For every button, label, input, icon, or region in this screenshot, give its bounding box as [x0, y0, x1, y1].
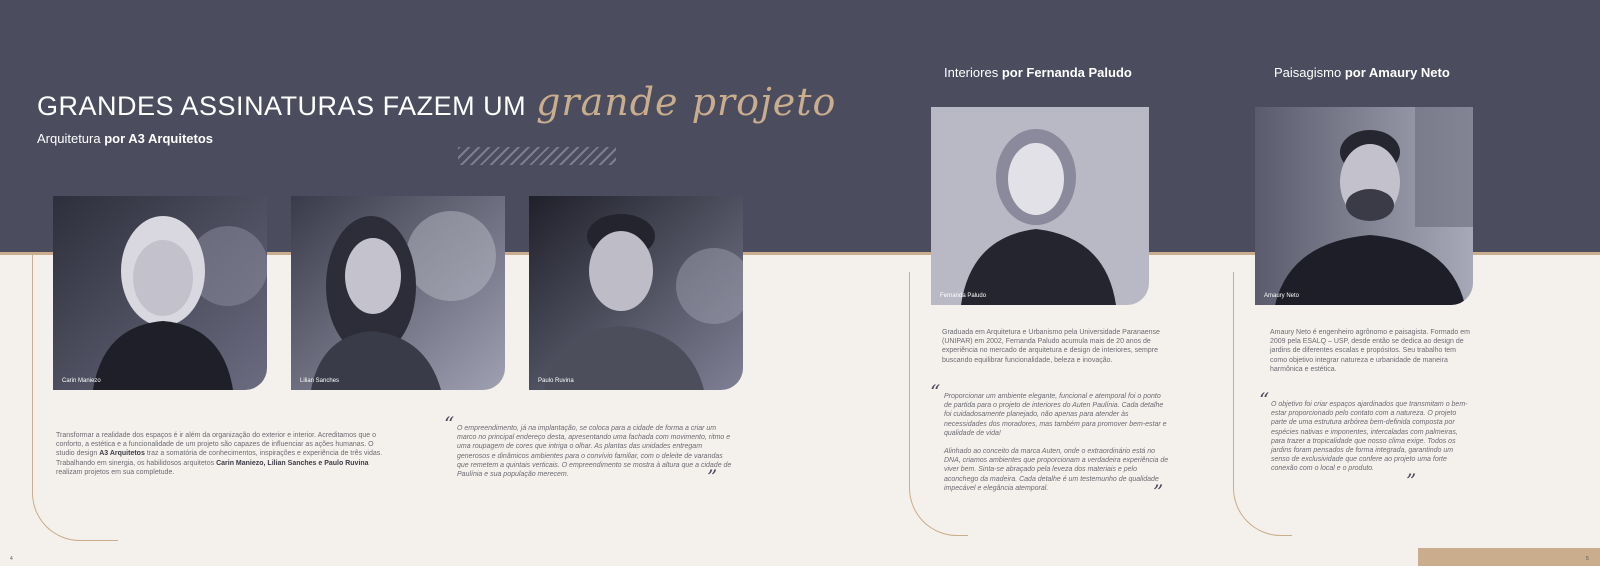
caption-carin: Carin Maniezo [62, 378, 101, 384]
headline-script: grande projeto [536, 80, 837, 125]
headline-main: GRANDES ASSINATURAS FAZEM UM [37, 91, 527, 122]
caption-fernanda: Fernanda Paludo [940, 293, 987, 299]
quote-open-mark: “ [444, 412, 455, 436]
decorative-arc [32, 255, 118, 541]
quote-close-mark: ” [707, 465, 718, 489]
photo-lilian [291, 196, 505, 390]
a3-description [56, 431, 392, 477]
quote-open-mark: “ [930, 380, 941, 404]
fernanda-bio: Graduada em Arquitetura e Urbanismo pela Universidade Paranaense (UNIPAR) em 2002, Fernanda Paludo acumula mais de 20 anos de experiência no mercado de arquitetura e design de interiores, sempre buscando equilibrar funcionalidade, beleza e inovação. [942, 329, 1160, 364]
a3-quote: O empreendimento, já na implantação, se coloca para a cidade de forma a criar um marco no principal endereço desta, apresentando uma fachada com movimento, ritmo e uma roupagem de cores que intriga o olhar. As plantas das unidades entregam generosos e dinâmicos ambientes para o convívio familiar, com o deleite de varandas que remetem a quintais verticais. O empreendimento se mostra à altura que a cidade de Paulínia e sua população merecem. [457, 425, 732, 479]
a3-studio-name: A3 Arquitetos [99, 450, 145, 458]
page-number-left: 4 [10, 556, 13, 562]
architecture-heading [37, 131, 213, 146]
a3-text-part1: Transformar a realidade dos espaços é ir além da organização do exterior e interior. Acreditamos que o conforto, a estética e a funcionalidade de um projeto são capazes de influenciar as ações humanas. O studio design [56, 432, 376, 458]
interiors-by: por Fernanda Paludo [1001, 65, 1132, 80]
fernanda-quote-p1: Proporcionar um ambiente elegante, funcional e atemporal foi o ponto de partida para o projeto de interiores do Auten Paulínia. Cada detalhe foi cuidadosamente planejado, não apenas para atender às necessidades dos moradores, mas também para promover bem-estar e qualidade de vida! [944, 393, 1167, 437]
photo-paulo [529, 196, 743, 390]
fernanda-quote [944, 392, 1170, 493]
quote-open-mark: “ [1259, 388, 1270, 412]
decorative-hatch [458, 147, 616, 165]
a3-architect-names: Carin Maniezo, Lilian Sanches e Paulo Ruvina [216, 459, 369, 467]
a3-text-part2: traz a somatória de conhecimentos, inspirações e experiência de três vidas. Trabalhando em sinergia, os habilidosos arquitetos [56, 450, 383, 467]
amaury-bio: Amaury Neto é engenheiro agrônomo e paisagista. Formado em 2009 pela ESALQ – USP, desde então se dedica ao design de jardins de diferentes escalas e propósitos. Seu trabalho tem como objetivo integrar natureza e urbanidade de maneira harmônica e estética. [1270, 329, 1470, 373]
page-number-right: 5 [1586, 556, 1589, 562]
interiors-heading [944, 65, 1132, 80]
quote-close-mark: ” [1153, 480, 1164, 504]
caption-paulo: Paulo Ruvina [538, 378, 574, 384]
fernanda-quote-p2: Alinhado ao conceito da marca Auten, onde o extraordinário está no DNA, criamos ambientes que proporcionam a verdadeira experiência de viver bem. Sinta-se abraçado pela leveza dos materiais e pelo aconchego da madeira. Cada detalhe é um testemunho de qualidade impecável e elegância atemporal. [944, 448, 1169, 492]
landscape-label: Paisagismo [1274, 65, 1342, 80]
a3-text-part3: realizam projetos em sua completude. [56, 468, 175, 476]
architecture-label: Arquitetura [37, 131, 101, 146]
corner-accent [1418, 548, 1600, 566]
landscape-heading [1274, 65, 1450, 80]
caption-amaury: Amaury Neto [1264, 293, 1300, 299]
portrait-icon [529, 196, 743, 390]
caption-lilian: Lilian Sanches [300, 378, 340, 384]
portrait-icon [291, 196, 505, 390]
interiors-label: Interiores [944, 65, 999, 80]
architecture-by: por A3 Arquitetos [104, 131, 214, 146]
page-headline [37, 80, 836, 124]
quote-close-mark: ” [1406, 469, 1417, 493]
landscape-by: por Amaury Neto [1344, 65, 1450, 80]
amaury-quote: O objetivo foi criar espaços ajardinados que transmitam o bem-estar proporcionado pelo contato com a natureza. O projeto parte de uma estrutura arbórea bem-definida composta por espécies nativas e imponentes, intercaladas com palmeiras, para trazer a tropicalidade que nosso clima exige. Todos os jardins foram pensados de forma integrada, garantindo um senso de exclusividade que confere ao projeto uma forte conexão com o local e o produto. [1271, 401, 1468, 473]
